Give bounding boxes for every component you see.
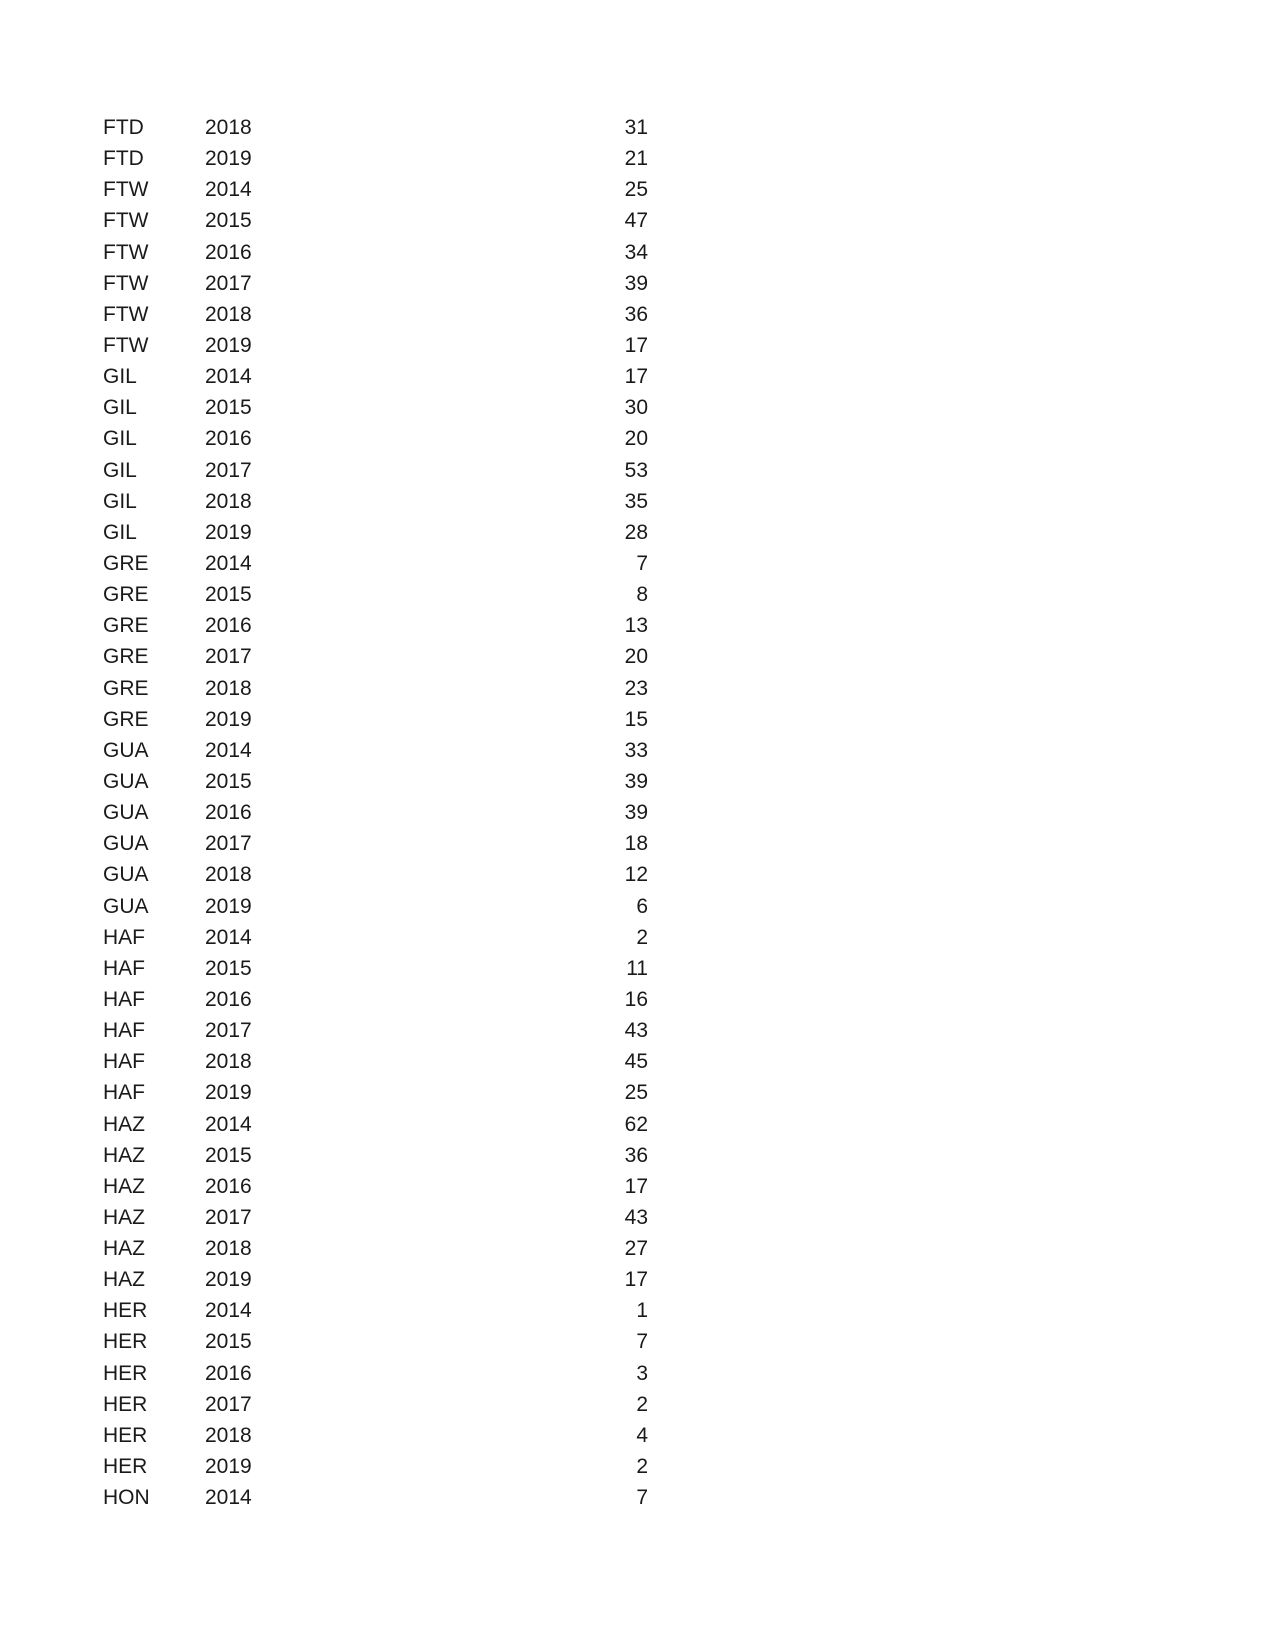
year-cell: 2016 [205,801,252,825]
table-row [103,859,648,890]
table-row [103,984,648,1015]
table-row [103,922,648,953]
table-row [103,766,648,797]
code-cell: GRE [103,676,149,700]
table-row [103,610,648,641]
value-cell: 18 [624,832,648,856]
year-cell: 2019 [205,1081,252,1105]
code-cell: HAZ [103,1205,145,1229]
code-cell: HON [103,1486,150,1510]
year-cell: 2019 [205,520,252,544]
code-cell: GIL [103,458,137,482]
year-cell: 2019 [205,1455,252,1479]
code-cell: HER [103,1455,148,1479]
year-cell: 2017 [205,832,252,856]
value-cell: 21 [624,147,648,171]
code-cell: FTW [103,178,149,202]
table-row [103,891,648,922]
value-cell: 1 [636,1299,648,1323]
code-cell: HAZ [103,1237,145,1261]
table-row [103,673,648,704]
table-row [103,237,648,268]
value-cell: 15 [624,707,648,731]
value-cell: 23 [624,676,648,700]
code-cell: GRE [103,551,149,575]
value-cell: 31 [624,116,648,139]
table-row [103,486,648,517]
table-row [103,361,648,392]
code-cell: HER [103,1423,148,1447]
year-cell: 2015 [205,769,252,793]
value-cell: 3 [636,1361,648,1385]
code-cell: GIL [103,365,137,389]
year-cell: 2014 [205,1299,252,1323]
table-row [103,579,648,610]
table-row [103,455,648,486]
year-cell: 2015 [205,209,252,233]
table-row [103,174,648,205]
code-cell: HAZ [103,1268,145,1292]
table-row [103,1046,648,1077]
table-row [103,797,648,828]
value-cell: 4 [636,1423,648,1447]
year-cell: 2018 [205,302,252,326]
value-cell: 36 [624,1143,648,1167]
value-cell: 12 [624,863,648,887]
table-row [103,112,648,143]
value-cell: 35 [624,489,648,513]
value-cell: 43 [624,1019,648,1043]
year-cell: 2014 [205,1486,252,1510]
year-cell: 2018 [205,1050,252,1074]
value-cell: 25 [624,178,648,202]
code-cell: HAF [103,925,145,949]
table-row [103,1295,648,1326]
year-cell: 2014 [205,365,252,389]
code-cell: GUA [103,769,149,793]
value-cell: 2 [636,925,648,949]
code-cell: GRE [103,645,149,669]
value-cell: 20 [624,427,648,451]
table-row [103,1358,648,1389]
table-row [103,299,648,330]
table-row [103,1389,648,1420]
value-cell: 17 [624,1174,648,1198]
table-row [103,735,648,766]
year-cell: 2015 [205,583,252,607]
code-cell: HAF [103,956,145,980]
code-cell: GUA [103,801,149,825]
value-cell: 17 [624,1268,648,1292]
code-cell: GIL [103,489,137,513]
code-cell: GUA [103,832,149,856]
value-cell: 34 [624,240,648,264]
value-cell: 28 [624,520,648,544]
year-cell: 2018 [205,1423,252,1447]
year-cell: 2014 [205,551,252,575]
table-row [103,392,648,423]
year-cell: 2019 [205,333,252,357]
value-cell: 43 [624,1205,648,1229]
year-cell: 2016 [205,987,252,1011]
table-row [103,1326,648,1357]
value-cell: 27 [624,1237,648,1261]
year-cell: 2017 [205,271,252,295]
table-row [103,143,648,174]
year-cell: 2016 [205,1174,252,1198]
value-cell: 17 [624,365,648,389]
table-row [103,1420,648,1451]
year-cell: 2019 [205,707,252,731]
value-cell: 45 [624,1050,648,1074]
year-cell: 2016 [205,427,252,451]
code-cell: FTW [103,302,149,326]
table-row [103,641,648,672]
code-cell: FTD [103,116,144,139]
value-cell: 7 [636,1486,648,1510]
year-cell: 2016 [205,614,252,638]
value-cell: 7 [636,551,648,575]
code-cell: FTW [103,209,149,233]
value-cell: 6 [636,894,648,918]
year-cell: 2018 [205,676,252,700]
value-cell: 39 [624,801,648,825]
table-row [103,330,648,361]
code-cell: GIL [103,520,137,544]
code-cell: GIL [103,396,137,420]
code-cell: GUA [103,738,149,762]
year-cell: 2019 [205,1268,252,1292]
code-cell: HAF [103,1050,145,1074]
year-cell: 2014 [205,925,252,949]
year-cell: 2017 [205,1392,252,1416]
year-cell: 2015 [205,956,252,980]
value-cell: 11 [626,956,648,980]
value-cell: 53 [624,458,648,482]
code-cell: GIL [103,427,137,451]
table-row [103,423,648,454]
table-row [103,1264,648,1295]
table-row [103,953,648,984]
code-cell: FTW [103,240,149,264]
value-cell: 39 [624,271,648,295]
year-cell: 2019 [205,894,252,918]
year-cell: 2017 [205,645,252,669]
year-cell: 2015 [205,1143,252,1167]
code-cell: GUA [103,894,149,918]
value-cell: 20 [624,645,648,669]
code-cell: FTD [103,147,144,171]
year-cell: 2018 [205,116,252,139]
value-cell: 36 [624,302,648,326]
table-row [103,704,648,735]
value-cell: 47 [624,209,648,233]
year-cell: 2015 [205,396,252,420]
table-row [103,1109,648,1140]
value-cell: 8 [636,583,648,607]
code-cell: HAF [103,1019,145,1043]
table-row [103,1171,648,1202]
table-row [103,1015,648,1046]
code-cell: HAZ [103,1174,145,1198]
value-cell: 33 [624,738,648,762]
year-cell: 2016 [205,240,252,264]
table-row [103,1140,648,1171]
code-cell: GRE [103,583,149,607]
year-cell: 2017 [205,458,252,482]
code-cell: FTW [103,271,149,295]
value-cell: 2 [636,1455,648,1479]
data-table [103,112,648,1513]
value-cell: 30 [624,396,648,420]
year-cell: 2017 [205,1019,252,1043]
code-cell: HAF [103,987,145,1011]
table-row [103,1233,648,1264]
year-cell: 2019 [205,147,252,171]
value-cell: 25 [624,1081,648,1105]
year-cell: 2015 [205,1330,252,1354]
table-row [103,548,648,579]
table-row [103,1077,648,1108]
value-cell: 16 [624,987,648,1011]
table-row [103,205,648,236]
code-cell: HAZ [103,1112,145,1136]
code-cell: GRE [103,614,149,638]
value-cell: 17 [624,333,648,357]
year-cell: 2016 [205,1361,252,1385]
table-row [103,828,648,859]
code-cell: FTW [103,333,149,357]
code-cell: GRE [103,707,149,731]
code-cell: HER [103,1392,148,1416]
year-cell: 2014 [205,1112,252,1136]
value-cell: 13 [624,614,648,638]
table-row [103,1482,648,1513]
code-cell: HAZ [103,1143,145,1167]
year-cell: 2014 [205,738,252,762]
value-cell: 2 [636,1392,648,1416]
code-cell: HER [103,1330,148,1354]
code-cell: HER [103,1299,148,1323]
code-cell: HER [103,1361,148,1385]
year-cell: 2018 [205,863,252,887]
code-cell: GUA [103,863,149,887]
value-cell: 62 [624,1112,648,1136]
year-cell: 2014 [205,178,252,202]
code-cell: HAF [103,1081,145,1105]
table-row [103,1451,648,1482]
value-cell: 39 [624,769,648,793]
year-cell: 2018 [205,1237,252,1261]
value-cell: 7 [636,1330,648,1354]
table-row [103,517,648,548]
year-cell: 2018 [205,489,252,513]
table-row [103,1202,648,1233]
year-cell: 2017 [205,1205,252,1229]
table-row [103,268,648,299]
